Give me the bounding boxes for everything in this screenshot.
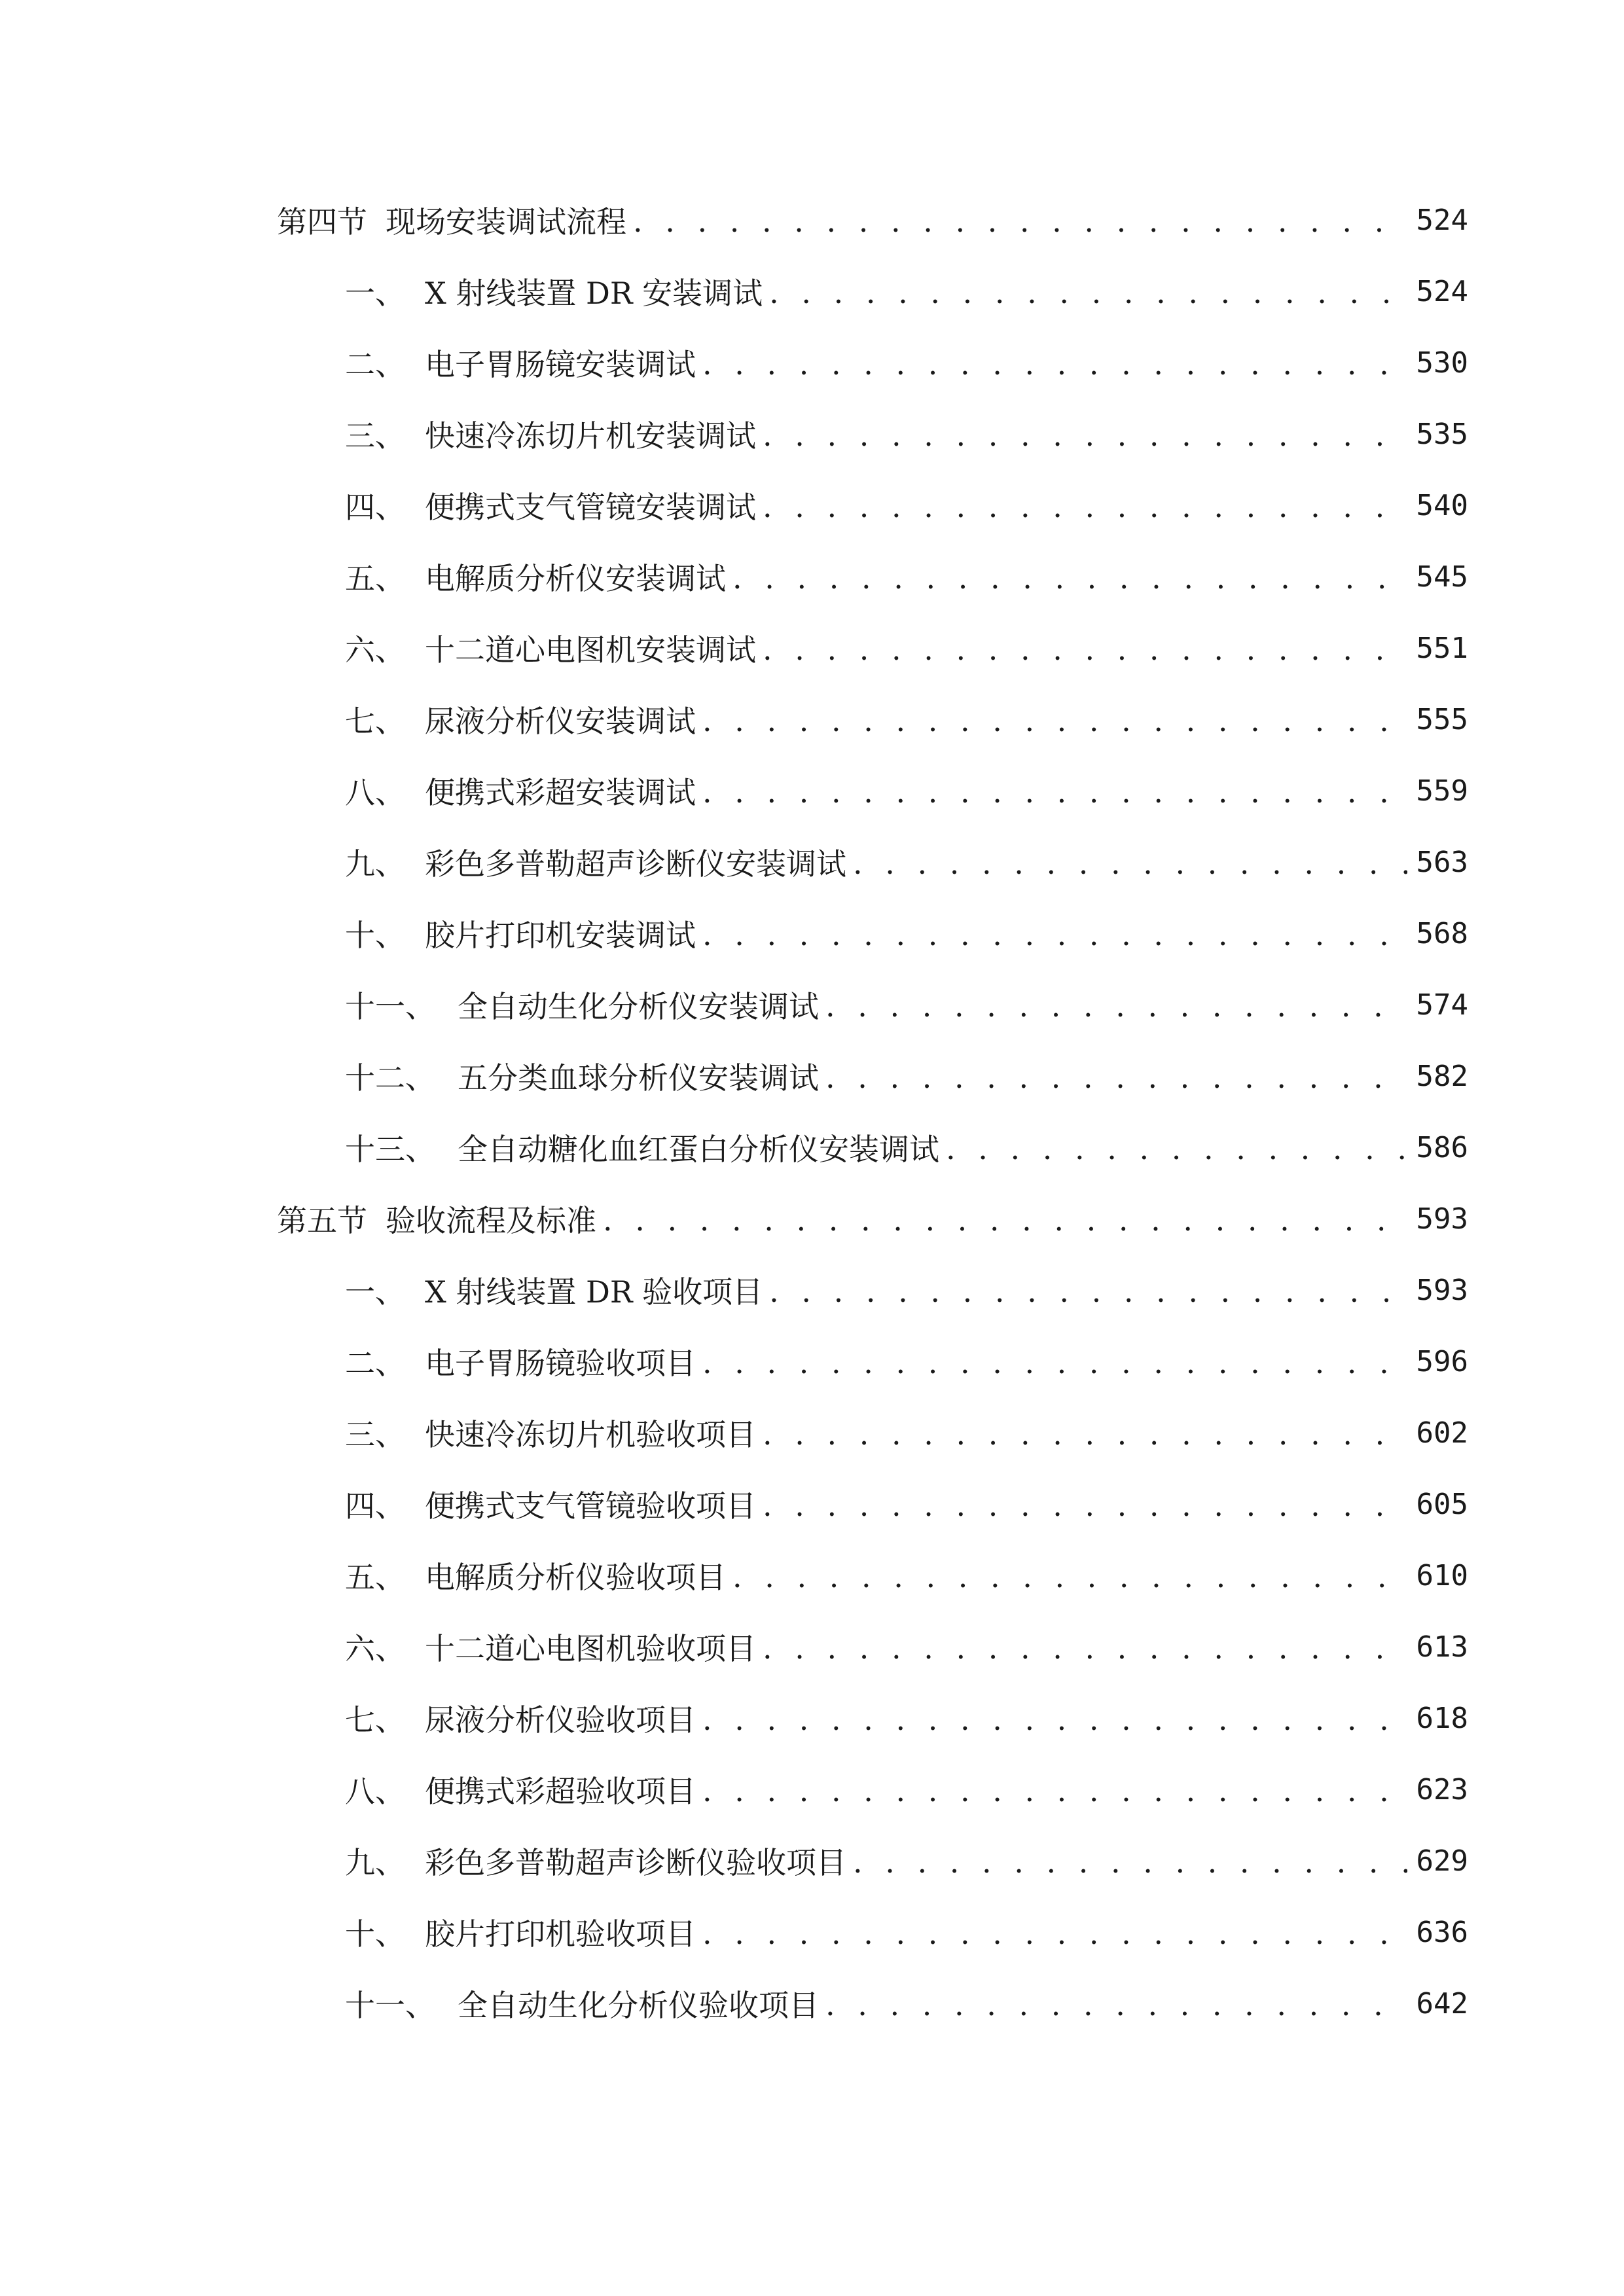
item-title: 便携式彩超验收项目 [425,1774,696,1809]
dot-leader [853,846,1407,881]
toc-item[interactable] [345,1403,1468,1462]
item-number: 十、 [345,918,405,953]
item-number: 六、 [345,632,405,668]
item-title: 快速冷冻切片机安装调试 [425,418,756,454]
toc-item[interactable] [345,1760,1468,1819]
section-number: 第五节 [277,1203,367,1238]
toc-item[interactable] [345,904,1468,963]
page-number: 586 [1416,1130,1468,1164]
page-number: 593 [1416,1202,1468,1236]
dot-leader [769,1274,1407,1309]
item-number: 十二、 [345,1060,435,1096]
item-title: 尿液分析仪验收项目 [425,1702,696,1738]
toc-item[interactable] [345,1903,1468,1962]
item-title: 胶片打印机验收项目 [425,1916,696,1952]
dot-leader [732,1559,1407,1594]
dot-leader [825,1987,1407,2022]
item-number: 五、 [345,1560,405,1595]
dot-leader [763,489,1407,524]
item-number: 七、 [345,1702,405,1738]
page-number: 563 [1416,845,1468,879]
page-number: 642 [1416,1986,1468,2020]
dot-leader [603,1202,1407,1238]
item-number: 八、 [345,1774,405,1809]
toc-item[interactable] [345,333,1468,392]
page-number: 623 [1416,1772,1468,1806]
dot-leader [825,988,1407,1024]
item-title: 电解质分析仪安装调试 [425,561,726,596]
toc-item[interactable] [345,690,1468,749]
dot-leader [853,1844,1407,1880]
item-number: 九、 [345,1845,405,1880]
page-number: 613 [1416,1630,1468,1664]
page-number: 545 [1416,560,1468,594]
dot-leader [702,1916,1407,1951]
dot-leader [702,917,1407,952]
item-number: 四、 [345,490,405,525]
item-title: 胶片打印机安装调试 [425,918,696,953]
section-title: 现场安装调试流程 [386,204,626,240]
dot-leader [763,1630,1407,1666]
page-number: 610 [1416,1558,1468,1592]
page-number: 593 [1416,1273,1468,1307]
page-number: 636 [1416,1915,1468,1949]
item-number: 一、 [345,276,405,311]
item-title: 电解质分析仪验收项目 [425,1560,726,1595]
page-number: 530 [1416,346,1468,380]
page-number: 551 [1416,631,1468,665]
toc-item[interactable] [345,547,1468,606]
item-number: 二、 [345,347,405,382]
toc-section-4[interactable] [277,190,1468,249]
item-number: 十一、 [345,1988,435,2023]
toc-item[interactable] [345,1332,1468,1391]
toc-item[interactable] [345,1689,1468,1748]
item-number: 七、 [345,704,405,739]
page-number: 559 [1416,774,1468,808]
dot-leader [763,632,1407,667]
page-number: 596 [1416,1344,1468,1378]
item-title: 彩色多普勒超声诊断仪验收项目 [425,1845,846,1880]
item-number: 五、 [345,561,405,596]
item-number: 三、 [345,1417,405,1452]
toc-item[interactable] [345,1546,1468,1605]
toc-item[interactable] [345,404,1468,463]
item-number: 三、 [345,418,405,454]
item-number: 四、 [345,1488,405,1524]
toc-item[interactable] [345,1047,1468,1105]
dot-leader [946,1131,1407,1166]
item-number: 九、 [345,846,405,882]
item-title: 电子胃肠镜安装调试 [425,347,696,382]
dot-leader [702,1702,1407,1737]
dot-leader [702,1345,1407,1380]
page-number: 568 [1416,916,1468,950]
dot-leader [763,418,1407,453]
toc-item[interactable] [345,761,1468,820]
toc-item[interactable] [345,833,1468,891]
toc-item[interactable] [345,1617,1468,1676]
section-number: 第四节 [277,204,367,240]
toc-item[interactable] [345,975,1468,1034]
page-number: 582 [1416,1059,1468,1093]
item-title: 便携式支气管镜安装调试 [425,490,756,525]
item-number: 十、 [345,1916,405,1952]
section-title: 验收流程及标准 [386,1203,596,1238]
dot-leader [702,346,1407,382]
item-title: 快速冷冻切片机验收项目 [425,1417,756,1452]
item-number: 十三、 [345,1132,435,1167]
page-number: 555 [1416,702,1468,736]
toc-item[interactable] [345,619,1468,677]
dot-leader [763,1488,1407,1523]
item-title: 彩色多普勒超声诊断仪安装调试 [425,846,846,882]
item-title: 电子胃肠镜验收项目 [425,1346,696,1381]
item-number: 一、 [345,1274,405,1310]
item-number: 六、 [345,1631,405,1666]
item-title: 全自动糖化血红蛋白分析仪安装调试 [458,1132,939,1167]
item-title: 十二道心电图机安装调试 [425,632,756,668]
dot-leader [769,275,1407,310]
toc-section-5[interactable] [277,1189,1468,1248]
toc-item[interactable] [345,1831,1468,1890]
item-number: 八、 [345,775,405,810]
page-number: 574 [1416,988,1468,1022]
toc-item[interactable] [345,1261,1468,1319]
item-title: X 射线装置 DR 安装调试 [425,276,763,311]
dot-leader [633,204,1407,239]
page-number: 540 [1416,488,1468,522]
item-title: 五分类血球分析仪安装调试 [458,1060,819,1096]
toc-item[interactable] [345,1974,1468,2033]
toc-item[interactable] [345,1118,1468,1177]
item-title: 便携式支气管镜验收项目 [425,1488,756,1524]
dot-leader [763,1416,1407,1452]
item-title: 全自动生化分析仪验收项目 [458,1988,819,2023]
toc-item[interactable] [345,262,1468,321]
dot-leader [702,774,1407,810]
page-number: 524 [1416,274,1468,308]
toc-item[interactable] [345,1475,1468,1534]
page-number: 535 [1416,417,1468,451]
dot-leader [732,560,1407,596]
item-number: 十一、 [345,989,435,1024]
page-number: 602 [1416,1416,1468,1450]
item-number: 二、 [345,1346,405,1381]
item-title: 十二道心电图机验收项目 [425,1631,756,1666]
page-number: 605 [1416,1487,1468,1521]
dot-leader [825,1060,1407,1095]
page-number: 629 [1416,1844,1468,1878]
dot-leader [702,703,1407,738]
page-number: 524 [1416,203,1468,237]
item-title: 尿液分析仪安装调试 [425,704,696,739]
dot-leader [702,1773,1407,1808]
item-title: X 射线装置 DR 验收项目 [425,1274,763,1310]
toc-item[interactable] [345,476,1468,535]
item-title: 便携式彩超安装调试 [425,775,696,810]
page-number: 618 [1416,1701,1468,1735]
item-title: 全自动生化分析仪安装调试 [458,989,819,1024]
